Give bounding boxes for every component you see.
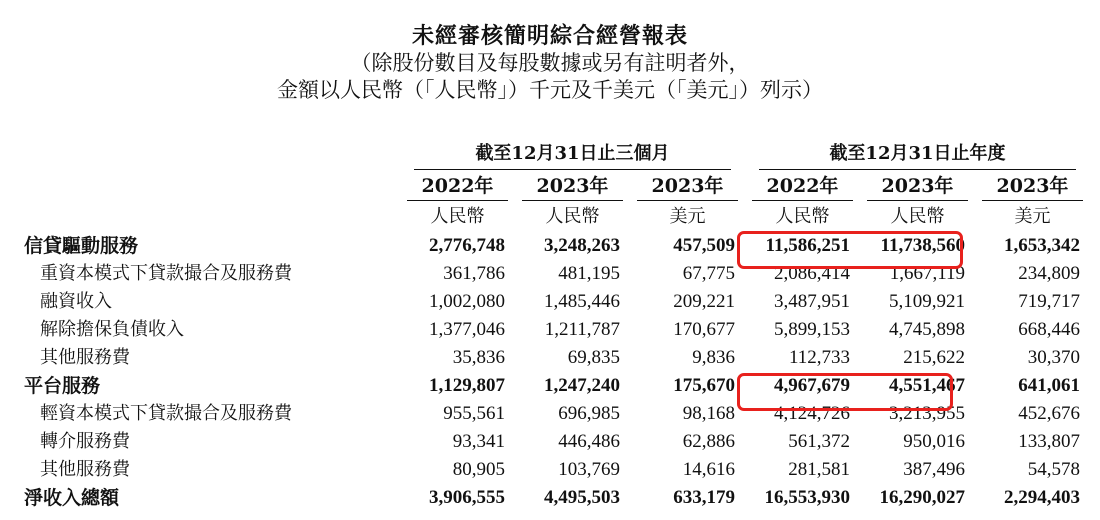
row-value: 955,561 [443,403,505,424]
row-label: 信貸驅動服務 [24,235,139,257]
currency-header: 人民幣 [430,206,485,227]
period-group-header-row [20,138,1090,170]
row-value: 641,061 [1018,375,1080,396]
row-value: 234,809 [1018,263,1080,284]
row-label: 轉介服務費 [40,431,130,452]
row-value: 361,786 [443,263,505,284]
row-value: 4,967,679 [774,375,850,396]
header-blank [20,202,400,232]
row-value: 2,294,403 [1004,487,1080,508]
table-row-item [20,456,1090,484]
row-label: 其他服務費 [40,459,130,480]
table-row-item [20,288,1090,316]
income-statement-table [20,138,1090,512]
row-value: 103,769 [558,459,620,480]
row-value: 1,002,080 [429,291,505,312]
row-value: 1,485,446 [544,291,620,312]
row-value: 30,370 [1027,347,1080,368]
year-header [745,170,860,202]
row-value: 112,733 [788,347,850,368]
row-value: 950,016 [903,431,965,452]
row-value: 452,676 [1018,403,1080,424]
header-blank [20,138,400,170]
row-value: 133,807 [1018,431,1080,452]
row-value: 170,677 [673,319,735,340]
row-value: 387,496 [903,459,965,480]
currency-header: 美元 [1014,206,1051,227]
row-value: 14,616 [682,459,735,480]
income-table-body [20,232,1090,512]
row-value: 2,086,414 [774,263,850,284]
table-row-category [20,232,1090,260]
row-value: 16,553,930 [764,487,850,508]
row-value: 4,551,467 [889,375,965,396]
row-value: 457,509 [673,235,735,256]
row-value: 668,446 [1018,319,1080,340]
row-value: 4,495,503 [544,487,620,508]
income-table-wrapper [20,138,1090,512]
row-value: 1,667,119 [889,263,965,284]
row-value: 175,670 [673,375,735,396]
group-header-quarter-label: 截至12月31日止三個月 [414,139,731,170]
report-title: 未經審核簡明綜合經營報表 [411,23,688,49]
currency-header: 人民幣 [775,206,830,227]
row-value: 215,622 [903,347,965,368]
row-label: 平台服務 [24,375,101,397]
row-value: 5,899,153 [774,319,850,340]
table-row-category [20,372,1090,400]
table-row-item [20,400,1090,428]
row-value: 561,372 [788,431,850,452]
row-value: 633,179 [673,487,735,508]
table-row-item [20,428,1090,456]
currency-header: 美元 [669,206,706,227]
year-header-row [20,170,1090,202]
row-value: 69,835 [567,347,620,368]
row-value: 719,717 [1018,291,1080,312]
row-value: 80,905 [452,459,505,480]
group-header-year-label: 截至12月31日止年度 [759,139,1076,170]
row-value: 54,578 [1027,459,1080,480]
row-value: 696,985 [558,403,620,424]
year-header [975,170,1090,202]
year-header [860,170,975,202]
row-value: 1,377,046 [429,319,505,340]
row-value: 5,109,921 [889,291,965,312]
currency-header: 人民幣 [890,206,945,227]
row-value: 2,776,748 [429,235,505,256]
currency-header: 人民幣 [545,206,600,227]
row-value: 4,124,726 [774,403,850,424]
report-subtitle-line-1: （除股份數目及每股數據或另有註明者外， [350,51,750,76]
row-value: 11,738,560 [880,235,965,256]
row-value: 93,341 [452,431,505,452]
row-value: 446,486 [558,431,620,452]
row-label: 解除擔保負債收入 [40,319,184,340]
year-header [400,170,515,202]
row-label: 重資本模式下貸款撮合及服務費 [40,263,292,284]
table-row-item [20,344,1090,372]
row-value: 1,211,787 [544,319,620,340]
report-subtitle-line-2: 金額以人民幣（「人民幣」）千元及千美元（「美元」）列示） [277,78,823,103]
row-label: 其他服務費 [40,347,130,368]
row-value: 98,168 [682,403,735,424]
row-value: 9,836 [692,347,735,368]
year-header [515,170,630,202]
year-label: 2023年 [867,172,968,201]
group-header-quarter [400,138,745,170]
year-label: 2023年 [637,172,738,201]
row-value: 1,653,342 [1004,235,1080,256]
row-value: 35,836 [452,347,505,368]
row-value: 62,886 [682,431,735,452]
row-value: 3,487,951 [774,291,850,312]
year-label: 2023年 [522,172,623,201]
year-label: 2023年 [982,172,1083,201]
row-label: 輕資本模式下貸款撮合及服務費 [40,403,292,424]
table-row-category [20,484,1090,512]
row-value: 3,906,555 [429,487,505,508]
report-heading [0,22,1100,104]
row-value: 4,745,898 [889,319,965,340]
currency-header-row [20,202,1090,232]
row-value: 11,586,251 [765,235,850,256]
row-value: 1,247,240 [544,375,620,396]
row-value: 16,290,027 [879,487,965,508]
row-label: 融資收入 [40,291,112,312]
row-value: 3,213,955 [889,403,965,424]
row-value: 1,129,807 [429,375,505,396]
group-header-year [745,138,1090,170]
row-value: 481,195 [558,263,620,284]
table-row-item [20,260,1090,288]
row-value: 281,581 [788,459,850,480]
year-header [630,170,745,202]
row-label: 淨收入總額 [24,487,120,509]
row-value: 3,248,263 [544,235,620,256]
year-label: 2022年 [407,172,508,201]
header-blank [20,170,400,202]
year-label: 2022年 [752,172,853,201]
row-value: 209,221 [673,291,735,312]
table-row-item [20,316,1090,344]
row-value: 67,775 [682,263,735,284]
